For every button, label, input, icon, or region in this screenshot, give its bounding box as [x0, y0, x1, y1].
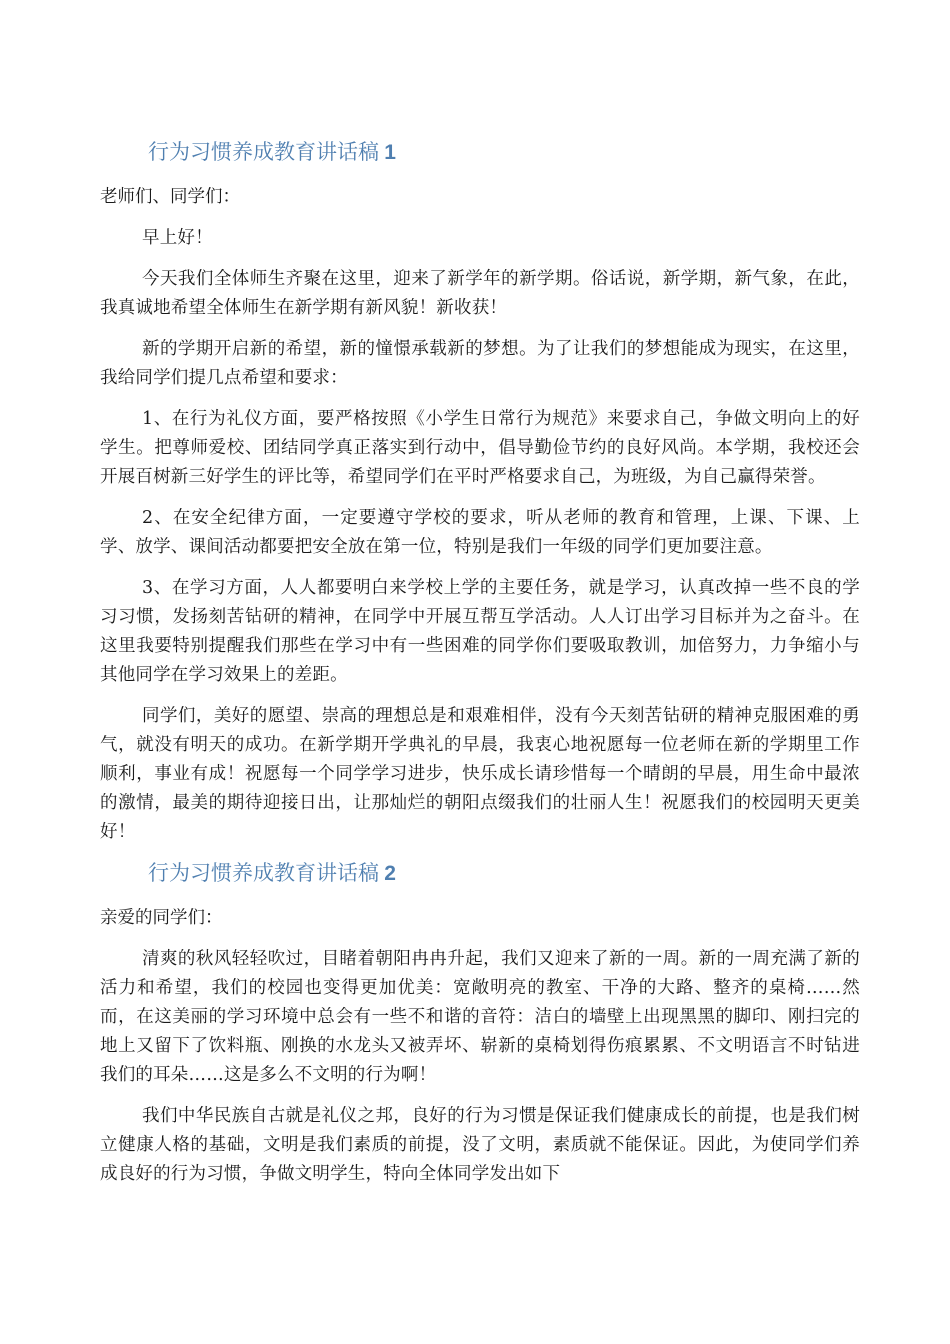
s1-paragraph: 同学们，美好的愿望、崇高的理想总是和艰难相伴，没有今天刻苦钻研的精神克服困难的勇气，就没有明天的成功。在新学期开学典礼的早晨，我衷心地祝愿每一位老师在新的学期里工作顺利，事业有成！祝愿每一个同学学习进步，快乐成长请珍惜每一个晴朗的早晨，用生命中最浓的激情，最美的期待迎接日出，让那灿烂的朝阳点缀我们的壮丽人生！祝愿我们的校园明天更美好！: [100, 706, 860, 842]
section-2-heading: [148, 853, 860, 894]
section-2-number: 2: [384, 862, 396, 885]
section-2-title: 行为习惯养成教育讲话稿: [148, 861, 379, 885]
section-1-heading: [148, 132, 860, 173]
s1-paragraph: 今天我们全体师生齐聚在这里，迎来了新学年的新学期。俗话说，新学期，新气象，在此，我真诚地希望全体师生在新学期有新风貌！新收获！: [100, 269, 860, 318]
s1-paragraph: 3、在学习方面，人人都要明白来学校上学的主要任务，就是学习，认真改掉一些不良的学习习惯，发扬刻苦钻研的精神，在同学中开展互帮互学活动。人人订出学习目标并为之奋斗。在这里我要特别提醒我们那些在学习中有一些困难的同学你们要吸取教训，加倍努力，力争缩小与其他同学在学习效果上的差距。: [100, 578, 860, 685]
s1-paragraph: 新的学期开启新的希望，新的憧憬承载新的梦想。为了让我们的梦想能成为现实，在这里，我给同学们提几点希望和要求：: [100, 339, 860, 388]
section-2-salutation: 亲爱的同学们：: [100, 908, 223, 928]
document-content: [100, 132, 860, 1201]
s1-paragraph: 1、在行为礼仪方面，要严格按照《小学生日常行为规范》来要求自己，争做文明向上的好学生。把尊师爱校、团结同学真正落实到行动中，倡导勤俭节约的良好风尚。本学期，我校还会开展百树新三好学生的评比等，希望同学们在平时严格要求自己，为班级，为自己赢得荣誉。: [100, 409, 860, 487]
section-1-salutation: 老师们、同学们：: [100, 187, 240, 207]
section-1-title: 行为习惯养成教育讲话稿: [148, 140, 379, 164]
section-1-number: 1: [384, 141, 396, 164]
s1-paragraph: 2、在安全纪律方面，一定要遵守学校的要求，听从老师的教育和管理，上课、下课、上学、放学、课间活动都要把安全放在第一位，特别是我们一年级的同学们更加要注意。: [100, 508, 860, 557]
s2-paragraph: 清爽的秋风轻轻吹过，目睹着朝阳冉冉升起，我们又迎来了新的一周。新的一周充满了新的活力和希望，我们的校园也变得更加优美：宽敞明亮的教室、干净的大路、整齐的桌椅……然而，在这美丽的学习环境中总会有一些不和谐的音符：洁白的墙壁上出现黑黑的脚印、刚扫完的地上又留下了饮料瓶、刚换的水龙头又被弄坏、崭新的桌椅划得伤痕累累、不文明语言不时钻进我们的耳朵……这是多么不文明的行为啊！: [100, 949, 860, 1085]
s1-paragraph: 早上好！: [142, 228, 213, 248]
s2-paragraph: 我们中华民族自古就是礼仪之邦，良好的行为习惯是保证我们健康成长的前提，也是我们树立健康人格的基础，文明是我们素质的前提，没了文明，素质就不能保证。因此，为使同学们养成良好的行为习惯，争做文明学生，特向全体同学发出如下: [100, 1106, 860, 1184]
